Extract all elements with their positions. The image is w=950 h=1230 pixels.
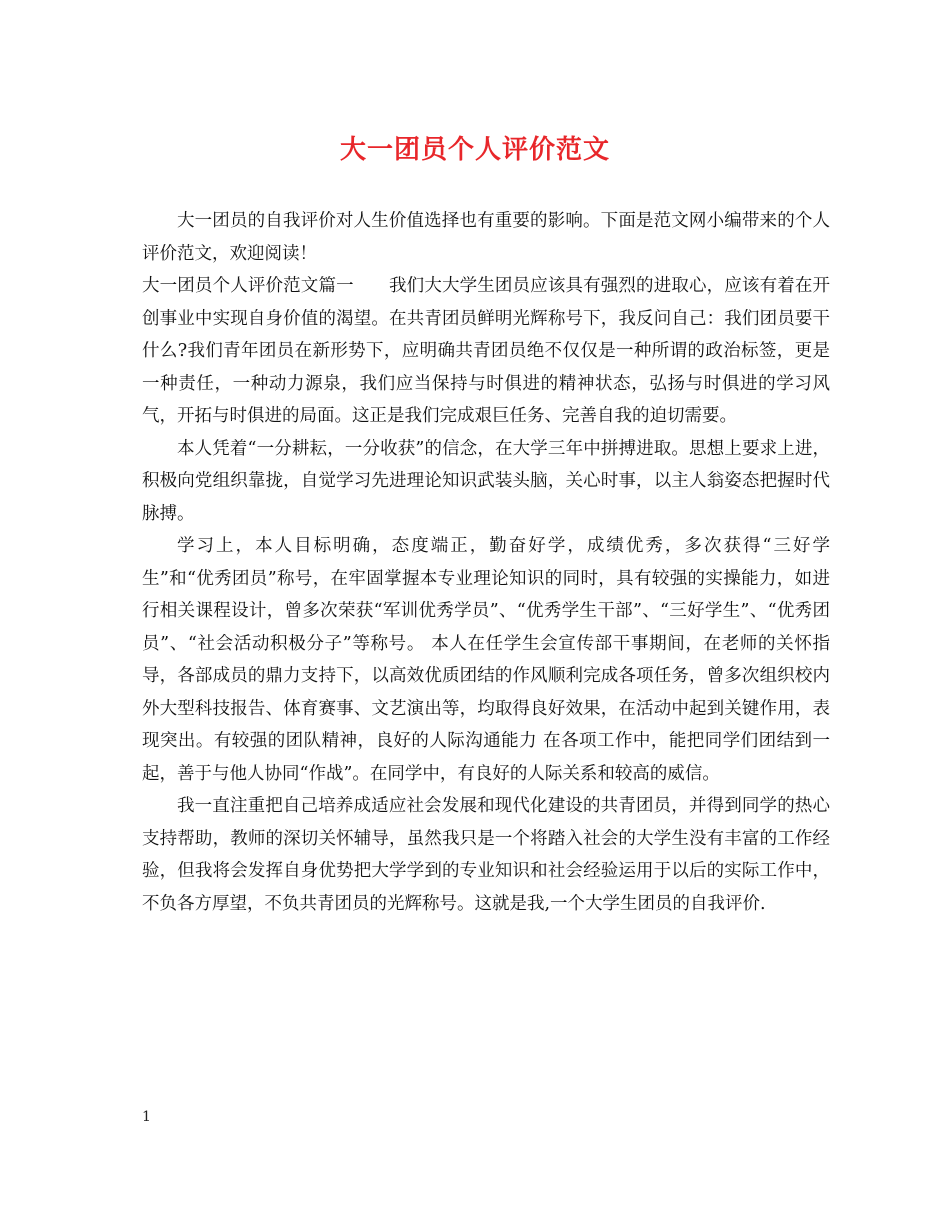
document-title: 大一团员个人评价范文 bbox=[339, 135, 610, 165]
paragraph-belief: 本人凭着“一分耕耘，一分收获”的信念，在大学三年中拼搏进取。思想上要求上进，积极向党组织靠拢，自觉学习先进理论知识武装头脑，关心时事，以主人翁姿态把握时代脉搏。 bbox=[142, 438, 830, 524]
paragraph-essay-one: 大一团员个人评价范文篇一 我们大大学生团员应该具有强烈的进取心，应该有着在开创事业中实现自身价值的渴望。在共青团员鲜明光辉称号下，我反问自己：我们团员要干什么?我们青年团员在新形势下，应明确共青团员绝不仅仅是一种所谓的政治标签，更是一种责任，一种动力源泉，我们应当保持与时俱进的精神状态，弘扬与时俱进的学习风气，开拓与时俱进的局面。这正是我们完成艰巨任务、完善自我的迫切需要。 bbox=[142, 276, 830, 426]
paragraph-study: 学习上，本人目标明确，态度端正，勤奋好学，成绩优秀，多次获得“三好学生”和“优秀团员”称号，在牢固掌握本专业理论知识的同时，具有较强的实操能力，如进行相关课程设计，曾多次荣获“军训优秀学员”、“优秀学生干部”、“三好学生”、“优秀团员”、“社会活动积极分子”等称号。 本人在任学生会宣传部干事期间，在老师的关怀指导，各部成员的鼎力支持下，以高效优质团结的作风顺利完成各项任务，曾多次组织校内外大型科技报告、体育赛事、文艺演出等，均取得良好效果，在活动中起到关键作用，表现突出。有较强的团队精神，良好的人际沟通能力 在各项工作中，能把同学们团结到一起，善于与他人协同“作战”。在同学中，有良好的人际关系和较高的威信。 bbox=[142, 536, 830, 784]
page-number: 1 bbox=[142, 1109, 151, 1125]
paragraph-intro: 大一团员的自我评价对人生价值选择也有重要的影响。下面是范文网小编带来的个人评价范文，欢迎阅读！ bbox=[142, 211, 830, 264]
paragraph-conclusion: 我一直注重把自己培养成适应社会发展和现代化建设的共青团员，并得到同学的热心支持帮助，教师的深切关怀辅导，虽然我只是一个将踏入社会的大学生没有丰富的工作经验，但我将会发挥自身优势把大学学到的专业知识和社会经验运用于以后的实际工作中，不负各方厚望，不负共青团员的光辉称号。这就是我,一个大学生团员的自我评价. bbox=[142, 796, 830, 914]
document-body bbox=[142, 205, 830, 920]
